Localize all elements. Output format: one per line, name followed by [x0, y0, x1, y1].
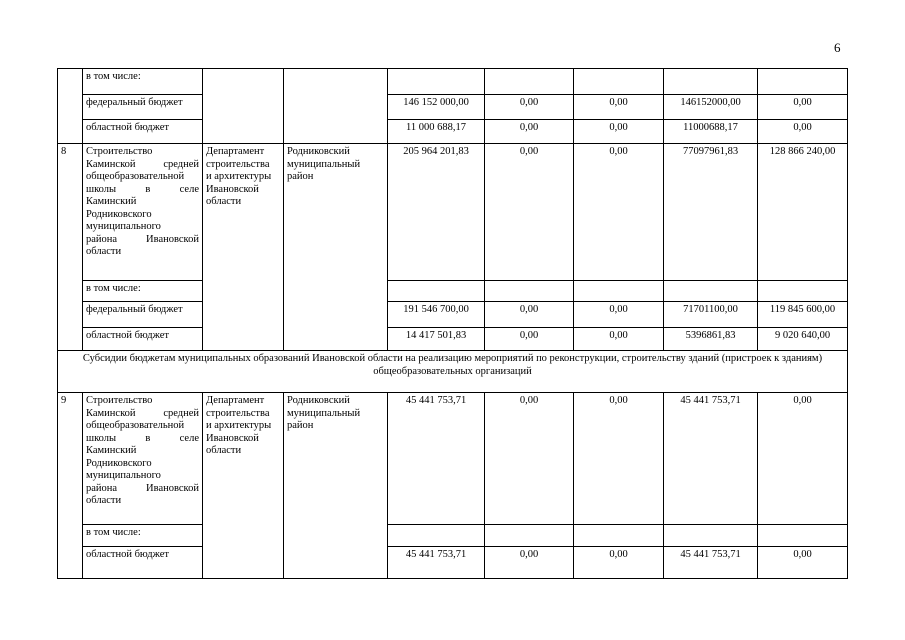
project-name-line: области	[86, 246, 122, 257]
value-cell: 0,00	[485, 144, 574, 281]
value-cell	[485, 525, 574, 547]
dept-line: и архитектуры	[206, 171, 272, 182]
dept-line: и архитектуры	[206, 420, 272, 431]
project-name-line: Каминской средней	[86, 158, 199, 170]
table-row	[58, 351, 848, 393]
value-cell: 0,00	[574, 302, 664, 328]
table-row	[58, 120, 848, 144]
row-number-cell: 8	[58, 144, 83, 351]
dept-line: области	[206, 445, 242, 456]
project-name-line: Каминский	[86, 196, 137, 207]
table-row	[58, 547, 848, 579]
project-name-line: Каминской средней	[86, 407, 199, 419]
dept-line: строительства	[206, 407, 270, 419]
value-cell: 119 845 600,00	[758, 302, 848, 328]
dept-line: области	[206, 196, 242, 207]
project-name-cell	[83, 393, 203, 525]
project-name-line: района Ивановской	[86, 233, 199, 245]
project-name-line: Родниковского	[86, 457, 152, 469]
district-cell	[284, 69, 388, 144]
value-cell: 45 441 753,71	[388, 547, 485, 579]
project-name-line: школы в селе	[86, 432, 199, 444]
value-cell: 9 020 640,00	[758, 328, 848, 351]
project-name-line: муниципального	[86, 221, 161, 232]
district-line: Родниковский	[287, 395, 350, 406]
dept-line: Ивановской	[206, 183, 259, 195]
dept-line: Департамент	[206, 146, 265, 157]
value-cell: 0,00	[485, 120, 574, 144]
value-cell: 0,00	[758, 393, 848, 525]
value-cell: 0,00	[758, 95, 848, 120]
page-number: 6	[834, 40, 841, 55]
project-name-line: Родниковского	[86, 208, 152, 220]
value-cell: 77097961,83	[664, 144, 758, 281]
value-cell	[485, 281, 574, 302]
value-cell	[758, 281, 848, 302]
district-line: муниципальный	[287, 407, 361, 419]
dept-cell	[203, 393, 284, 579]
value-cell: 11 000 688,17	[388, 120, 485, 144]
value-cell: 0,00	[485, 547, 574, 579]
value-cell: 0,00	[574, 144, 664, 281]
value-cell: 146152000,00	[664, 95, 758, 120]
dept-cell	[203, 69, 284, 144]
table-row	[58, 69, 848, 95]
value-cell: 0,00	[485, 302, 574, 328]
table-row	[58, 525, 848, 547]
project-name-line: Строительство	[86, 146, 153, 157]
value-cell: 146 152 000,00	[388, 95, 485, 120]
value-cell: 0,00	[758, 120, 848, 144]
value-cell: 0,00	[758, 547, 848, 579]
reg-label: областной бюджет	[83, 328, 203, 351]
value-cell	[664, 69, 758, 95]
project-name-line: Каминский	[86, 445, 137, 456]
value-cell	[388, 281, 485, 302]
district-line: район	[287, 171, 314, 182]
district-line: район	[287, 420, 314, 431]
value-cell: 0,00	[574, 393, 664, 525]
value-cell: 45 441 753,71	[664, 547, 758, 579]
dept-line: строительства	[206, 158, 270, 170]
value-cell: 191 546 700,00	[388, 302, 485, 328]
project-name-line: общеобразовательной	[86, 420, 185, 431]
value-cell: 71701100,00	[664, 302, 758, 328]
value-cell: 11000688,17	[664, 120, 758, 144]
table-row	[58, 328, 848, 351]
project-name-line: школы в селе	[86, 183, 199, 195]
project-name-line: общеобразовательной	[86, 171, 185, 182]
value-cell	[388, 525, 485, 547]
row-number-cell	[58, 69, 83, 144]
value-cell: 45 441 753,71	[388, 393, 485, 525]
reg-label: областной бюджет	[83, 120, 203, 144]
table-row	[58, 144, 848, 281]
value-cell: 0,00	[574, 95, 664, 120]
value-cell: 128 866 240,00	[758, 144, 848, 281]
district-line: муниципальный	[287, 158, 361, 170]
value-cell	[758, 525, 848, 547]
district-line: Родниковский	[287, 146, 350, 157]
value-cell: 14 417 501,83	[388, 328, 485, 351]
fed-label: федеральный бюджет	[83, 302, 203, 328]
value-cell: 5396861,83	[664, 328, 758, 351]
incl-label: в том числе:	[83, 281, 203, 302]
district-cell	[284, 144, 388, 351]
incl-label: в том числе:	[83, 69, 203, 95]
value-cell	[574, 525, 664, 547]
value-cell	[574, 281, 664, 302]
table-row	[58, 393, 848, 525]
value-cell: 0,00	[485, 328, 574, 351]
table-row	[58, 302, 848, 328]
value-cell: 0,00	[574, 547, 664, 579]
budget-table	[57, 68, 848, 579]
row-number-cell: 9	[58, 393, 83, 579]
value-cell: 0,00	[485, 393, 574, 525]
value-cell	[388, 69, 485, 95]
project-name-line: Строительство	[86, 395, 153, 406]
dept-cell	[203, 144, 284, 351]
section-caption: Субсидии бюджетам муниципальных образований Ивановской области на реализацию мероприятий по реконструкции, строительству зданий (пристроек к зданиям) общеобразовательных организаций	[58, 351, 848, 393]
value-cell	[664, 281, 758, 302]
value-cell: 0,00	[574, 328, 664, 351]
table-row	[58, 281, 848, 302]
value-cell	[664, 525, 758, 547]
project-name-cell	[83, 144, 203, 281]
value-cell: 0,00	[574, 120, 664, 144]
value-cell	[485, 69, 574, 95]
value-cell	[574, 69, 664, 95]
reg-label: областной бюджет	[83, 547, 203, 579]
project-name-line: района Ивановской	[86, 482, 199, 494]
dept-line: Департамент	[206, 395, 265, 406]
dept-line: Ивановской	[206, 432, 259, 444]
value-cell: 205 964 201,83	[388, 144, 485, 281]
value-cell: 45 441 753,71	[664, 393, 758, 525]
incl-label: в том числе:	[83, 525, 203, 547]
district-cell	[284, 393, 388, 579]
table-row	[58, 95, 848, 120]
value-cell	[758, 69, 848, 95]
project-name-line: муниципального	[86, 470, 161, 481]
value-cell: 0,00	[485, 95, 574, 120]
fed-label: федеральный бюджет	[83, 95, 203, 120]
project-name-line: области	[86, 495, 122, 506]
